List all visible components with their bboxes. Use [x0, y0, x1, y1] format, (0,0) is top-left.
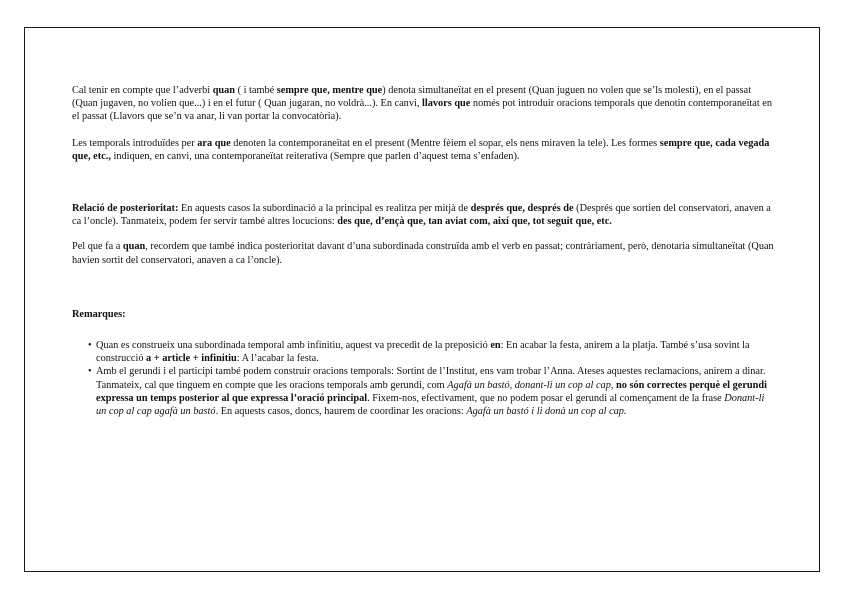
bold-term: sempre que, mentre que: [276, 85, 383, 96]
bold-term: no són correctes perquè el gerundi expressa un temps posterior al que expressa l’oració principal: [96, 379, 767, 404]
bullet-icon: •: [88, 340, 92, 352]
text-run: només pot introduir oracions temporals que denotin contemporaneïtat en el passat (Llavors que se’n va anar, li van portar la convocatòria).: [72, 98, 773, 123]
bold-term: a + article + infinitiu: [146, 353, 237, 365]
text-run: Amb el gerundi i el participi també podem construir oracions temporals: Sortint de l’Institut, ens vam trobar l’Anna. Ateses aquestes reclamacions, anirem a dinar. Tanmateix, cal que tinguem en compte que les oracions temporals amb gerundi, com: [96, 366, 766, 391]
text-run: ,: [610, 379, 617, 391]
paragraph-simultaneity: [72, 84, 774, 124]
bold-term: Relació de posterioritat:: [72, 203, 179, 215]
text-run: En aquests casos la subordinació a la principal es realitza per mitjà de: [178, 203, 471, 215]
text-run: denoten la contemporaneïtat en el present (Mentre fèiem el sopar, els nens miraven la tele). Les formes: [230, 137, 660, 149]
paragraph-contemporaneity: [72, 137, 774, 163]
text-run: Les temporals introduïdes per: [72, 137, 198, 149]
italic-example: Donant-li un cop al cap agafà un bastó: [96, 392, 765, 418]
list-item: [72, 365, 774, 418]
text-run: Cal tenir en compte que l’adverbi: [72, 85, 213, 96]
bold-term: després que, després de: [470, 203, 574, 215]
text-run: Pel que fa a: [72, 241, 123, 253]
paragraph-posteriority: [72, 202, 774, 228]
italic-example: Agafà un bastó i li donà un cop al cap.: [466, 406, 627, 418]
bold-term: quan: [212, 85, 236, 96]
remarques-heading: Remarques:: [72, 308, 126, 320]
document-body: [72, 84, 774, 418]
paragraph-quan-posteriority: [72, 240, 774, 266]
text-run: : En acabar la festa, anirem a la platja. També s’usa sovint la construcció: [96, 340, 750, 365]
bold-term: en: [490, 340, 501, 352]
bold-term: sempre que, cada vegada que, etc.,: [72, 137, 770, 162]
text-run: indiquen, en canvi, una contemporaneïtat reiterativa (Sempre que parlen d’aquest tema s’enfaden).: [110, 150, 520, 162]
list-item: [72, 339, 774, 365]
text-run: , recordem que també indica posterioritat davant d’una subordinada construïda amb el verb en passat; contràriament, però, denotaria simultaneïtat (Quan havien sortit del conservatori, anaven a ca l’oncle).: [72, 241, 774, 266]
bullet-icon: •: [88, 366, 92, 378]
text-run: ) denota simultaneïtat en el present (Quan juguen no volen que se’ls molesti), en el passat (Quan jugaven, no volien que...) i en el futur ( Quan jugaran, no voldrà...). En canvi,: [72, 85, 752, 110]
text-run: Quan es construeix una subordinada temporal amb infinitiu, aquest va precedit de la preposició: [96, 340, 491, 352]
text-run: . Fixem-nos, efectivament, que no podem posar el gerundi al començament de la frase: [367, 392, 725, 404]
text-run: : A l’acabar la festa.: [236, 353, 319, 365]
bold-term: des que, d’ençà que, tan aviat com, així que, tot seguit que, etc.: [337, 216, 612, 228]
italic-example: Agafà un bastó, donant-li un cop al cap: [447, 379, 611, 391]
text-run: (Després que sortien del conservatori, anaven a ca l’oncle). Tanmateix, podem fer servir també altres locucions:: [72, 203, 771, 228]
bold-term: quan: [122, 241, 146, 253]
text-run: ( i també: [235, 85, 277, 96]
bold-term: ara que: [197, 137, 231, 149]
remarques-list: [72, 339, 774, 418]
bold-term: llavors que: [422, 98, 471, 110]
text-run: . En aquests casos, doncs, haurem de coordinar les oracions:: [215, 406, 467, 418]
